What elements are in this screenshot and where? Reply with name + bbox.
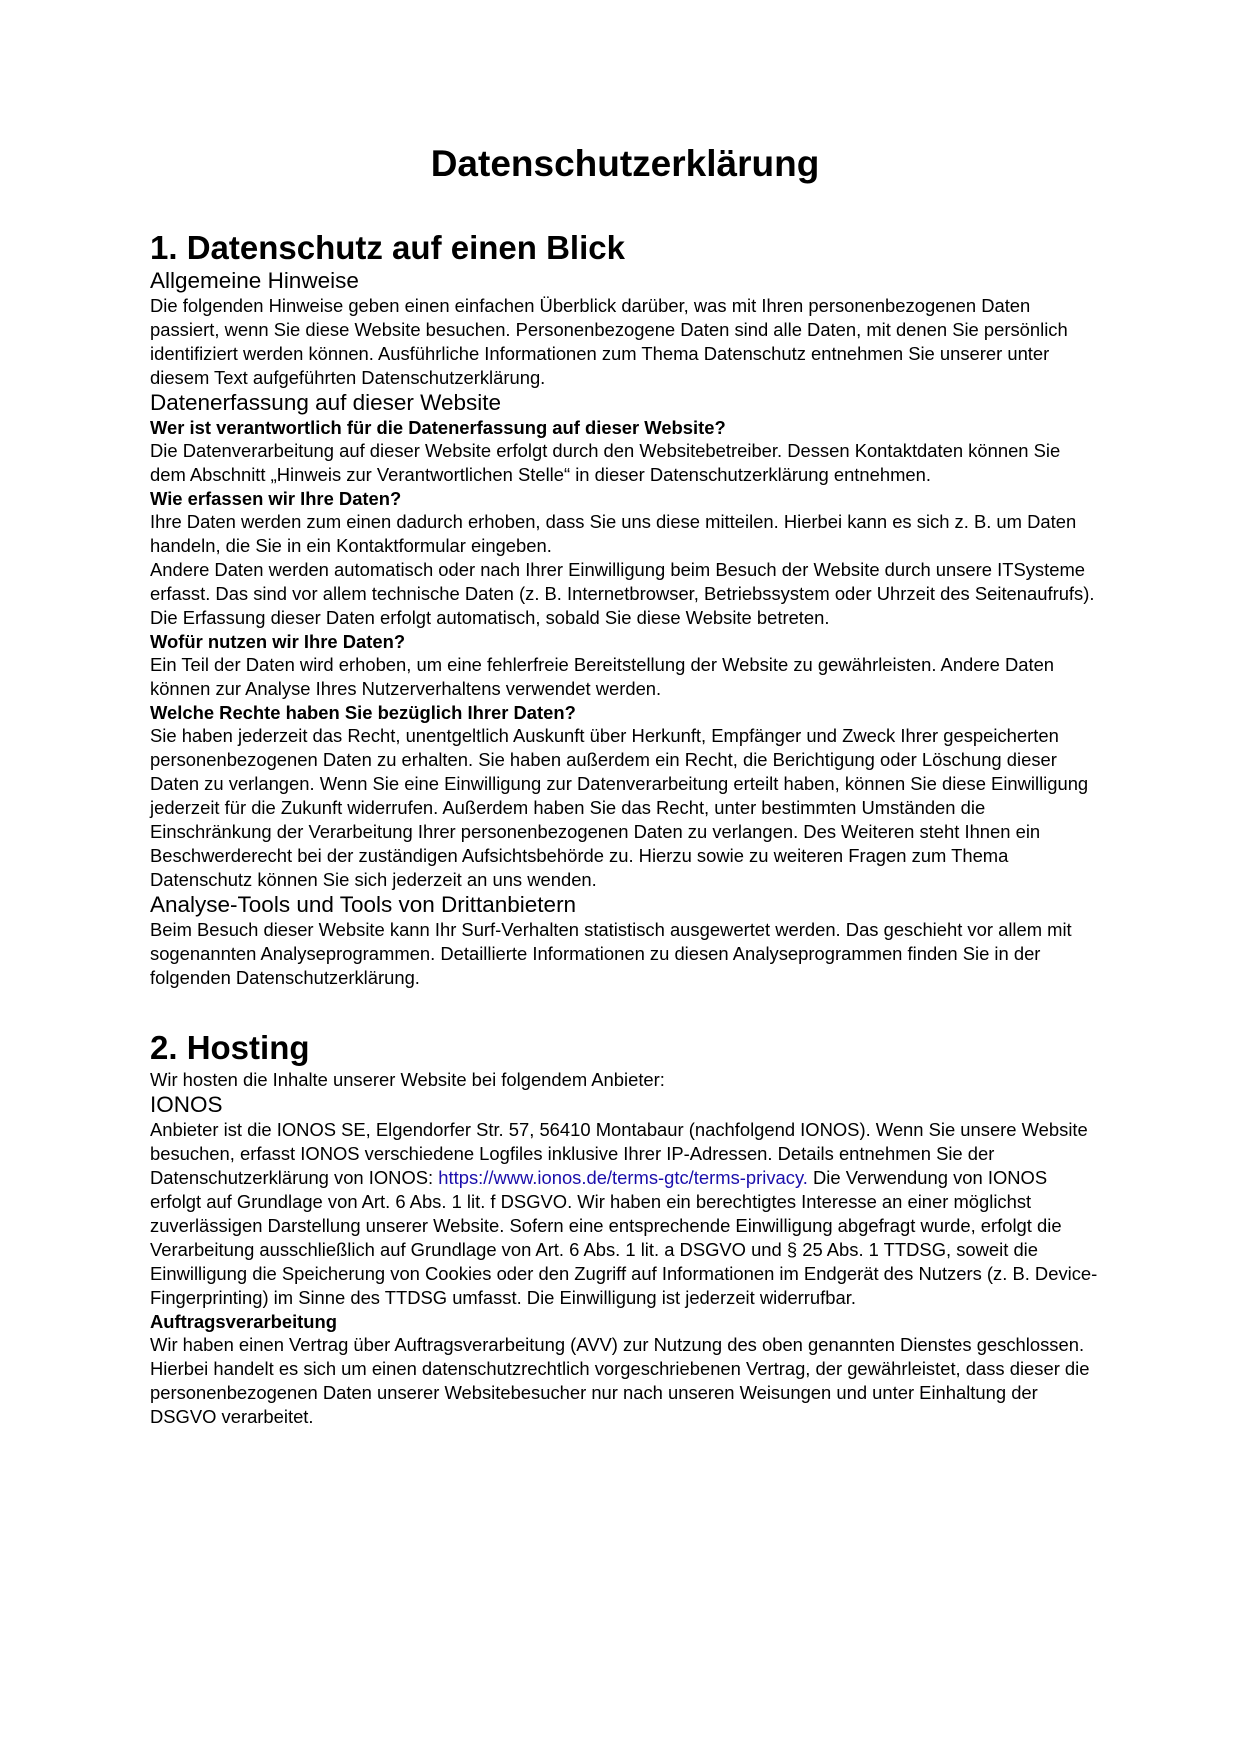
paragraph: Beim Besuch dieser Website kann Ihr Surf-Verhalten statistisch ausgewertet werden. Das geschieht vor allem mit sogenannten Analyseprogrammen. Detaillierte Informationen zu diesen Analyseprogrammen finden Sie in der folgenden Datenschutzerklärung. [150,919,1072,988]
question-heading: Wofür nutzen wir Ihre Daten? [150,631,406,652]
paragraph: Die folgenden Hinweise geben einen einfachen Überblick darüber, was mit Ihren personenbezogenen Daten passiert, wenn Sie diese Website besuchen. Personenbezogene Daten sind alle Daten, mit denen Sie persönlich identifiziert werden können. Ausführliche Informationen zum Thema Datenschutz entnehmen Sie unserer unter diesem Text aufgeführten Datenschutzerklärung. [150,295,1068,388]
subheading-allgemeine-hinweise: Allgemeine Hinweise [150,268,359,293]
question-heading: Wer ist verantwortlich für die Datenerfassung auf dieser Website? [150,417,726,438]
section-datenschutz-auf-einen-blick [150,228,1100,990]
paragraph: Die Datenverarbeitung auf dieser Website erfolgt durch den Websitebetreiber. Dessen Kontaktdaten können Sie dem Abschnitt „Hinweis zur Verantwortlichen Stelle“ in dieser Datenschutzerklärung entnehmen. [150,440,1061,485]
subheading-datenerfassung: Datenerfassung auf dieser Website [150,390,502,415]
subheading-ionos: IONOS [150,1092,223,1117]
question-heading: Wie erfassen wir Ihre Daten? [150,488,402,509]
paragraph: Wir haben einen Vertrag über Auftragsverarbeitung (AVV) zur Nutzung des oben genannten Dienstes geschlossen. Hierbei handelt es sich um einen datenschutzrechtlich vorgeschriebenen Vertrag, der gewährleistet, dass dieser die personenbezogenen Daten unserer Websitebesucher nur nach unseren Weisungen und unter Einhaltung der DSGVO verarbeitet. [150,1334,1090,1427]
question-heading: Welche Rechte haben Sie bezüglich Ihrer Daten? [150,702,576,723]
section-spacer [150,990,1100,1028]
section-hosting [150,1028,1100,1429]
paragraph: Ein Teil der Daten wird erhoben, um eine fehlerfreie Bereitstellung der Website zu gewährleisten. Andere Daten können zur Analyse Ihres Nutzerverhaltens verwendet werden. [150,654,1055,699]
subheading-auftragsverarbeitung: Auftragsverarbeitung [150,1311,338,1332]
paragraph: Andere Daten werden automatisch oder nach Ihrer Einwilligung beim Besuch der Website durch unsere ITSysteme erfasst. Das sind vor allem technische Daten (z. B. Internetbrowser, Betriebssystem oder Uhrzeit des Seitenaufrufs). Die Erfassung dieser Daten erfolgt automatisch, sobald Sie diese Website betreten. [150,559,1095,628]
document-title: Datenschutzerklärung [430,143,820,184]
paragraph: Sie haben jederzeit das Recht, unentgeltlich Auskunft über Herkunft, Empfänger und Zweck Ihrer gespeicherten personenbezogenen Daten zu erhalten. Sie haben außerdem ein Recht, die Berichtigung oder Löschung dieser Daten zu verlangen. Wenn Sie eine Einwilligung zur Datenverarbeitung erteilt haben, können Sie diese Einwilligung jederzeit für die Zukunft widerrufen. Außerdem haben Sie das Recht, unter bestimmten Umständen die Einschränkung der Verarbeitung Ihrer personenbezogenen Daten zu verlangen. Des Weiteren steht Ihnen ein Beschwerderecht bei der zuständigen Aufsichtsbehörde zu. Hierzu sowie zu weiteren Fragen zum Thema Datenschutz können Sie sich jederzeit an uns wenden. [150,725,1089,890]
section-heading: 1. Datenschutz auf einen Blick [150,229,625,266]
paragraph: Wir hosten die Inhalte unserer Website bei folgendem Anbieter: [150,1069,665,1090]
text-span: Die Verwendung von IONOS erfolgt auf Grundlage von Art. 6 Abs. 1 lit. f DSGVO. Wir haben ein berechtigtes Interesse an einer möglichst zuverlässigen Darstellung unserer Website. Sofern eine entsprechende Einwilligung abgefragt wurde, erfolgt die Verarbeitung ausschließlich auf Grundlage von Art. 6 Abs. 1 lit. a DSGVO und § 25 Abs. 1 TTDSG, soweit die Einwilligung die Speicherung von Cookies oder den Zugriff auf Informationen im Endgerät des Nutzers (z. B. Device-Fingerprinting) im Sinne des TTDSG umfasst. Die Einwilligung ist jederzeit widerrufbar. [150,1167,1098,1308]
document-content [150,228,1100,1429]
section-heading: 2. Hosting [150,1029,310,1066]
subheading-analyse-tools: Analyse-Tools und Tools von Drittanbietern [150,892,577,917]
paragraph-ionos [150,1118,1100,1310]
ionos-privacy-link[interactable]: https://www.ionos.de/terms-gtc/terms-privacy. [438,1167,808,1188]
text-span: Anbieter ist die IONOS SE, Elgendorfer Str. 57, 56410 Montabaur (nachfolgend IONOS). Wenn Sie unsere Website besuchen, erfasst IONOS verschiedene Logfiles inklusive Ihrer IP-Adressen. Details entnehmen Sie der Datenschutzerklärung von IONOS: [150,1119,1088,1188]
paragraph: Ihre Daten werden zum einen dadurch erhoben, dass Sie uns diese mitteilen. Hierbei kann es sich z. B. um Daten handeln, die Sie in ein Kontaktformular eingeben. [150,511,1077,556]
